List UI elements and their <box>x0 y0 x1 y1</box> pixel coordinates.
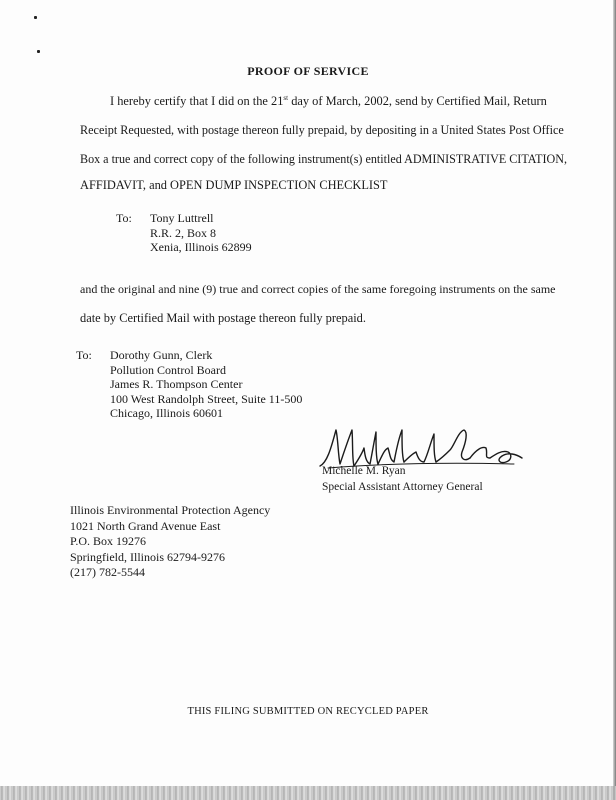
address-line: Tony Luttrell <box>150 211 214 225</box>
scan-edge-bottom <box>0 786 616 800</box>
original-line-2: date by Certified Mail with postage thereon fully prepaid. <box>80 311 366 325</box>
original-line-1: and the original and nine (9) true and correct copies of the same foregoing instruments on the same <box>80 282 556 296</box>
ordinal-suffix: st <box>283 93 289 102</box>
agency-line: P.O. Box 19276 <box>70 534 147 548</box>
address-line: 100 West Randolph Street, Suite 11-500 <box>110 391 303 406</box>
agency-line: 1021 North Grand Avenue East <box>70 518 221 533</box>
certify-line-1 <box>110 94 547 109</box>
address-line: Chicago, Illinois 60601 <box>110 406 223 420</box>
agency-address <box>70 503 270 581</box>
agency-line: Illinois Environmental Protection Agency <box>70 503 271 517</box>
recipient-1-address <box>150 211 252 255</box>
certify-text: day of March, 2002, send by Certified Mail, Return <box>288 94 547 108</box>
signatory-name: Michelle M. Ryan <box>322 465 406 477</box>
certify-line-4: AFFIDAVIT, and OPEN DUMP INSPECTION CHECKLIST <box>80 178 388 192</box>
certify-line-2: Receipt Requested, with postage thereon fully prepaid, by depositing in a United States Post Office <box>80 123 564 137</box>
signatory-title: Special Assistant Attorney General <box>322 481 483 493</box>
recipient-2-label: To: <box>76 348 92 362</box>
address-line: Pollution Control Board <box>110 362 227 377</box>
document-title: PROOF OF SERVICE <box>247 64 369 78</box>
recipient-2-address <box>110 348 302 421</box>
address-line: R.R. 2, Box 8 <box>150 225 217 240</box>
certify-text: I hereby certify that I did on the 21 <box>110 94 284 108</box>
agency-line: (217) 782-5544 <box>70 565 145 579</box>
address-line: Xenia, Illinois 62899 <box>150 240 252 254</box>
recipient-1-label: To: <box>116 211 132 225</box>
recycled-paper-footer: THIS FILING SUBMITTED ON RECYCLED PAPER <box>187 706 429 717</box>
address-line: James R. Thompson Center <box>110 377 243 391</box>
agency-line: Springfield, Illinois 62794-9276 <box>70 549 225 564</box>
scan-speck <box>37 50 40 53</box>
certify-line-3: Box a true and correct copy of the following instrument(s) entitled ADMINISTRATIVE CITATION, <box>80 152 568 166</box>
address-line: Dorothy Gunn, Clerk <box>110 348 213 362</box>
scan-speck <box>34 16 37 19</box>
